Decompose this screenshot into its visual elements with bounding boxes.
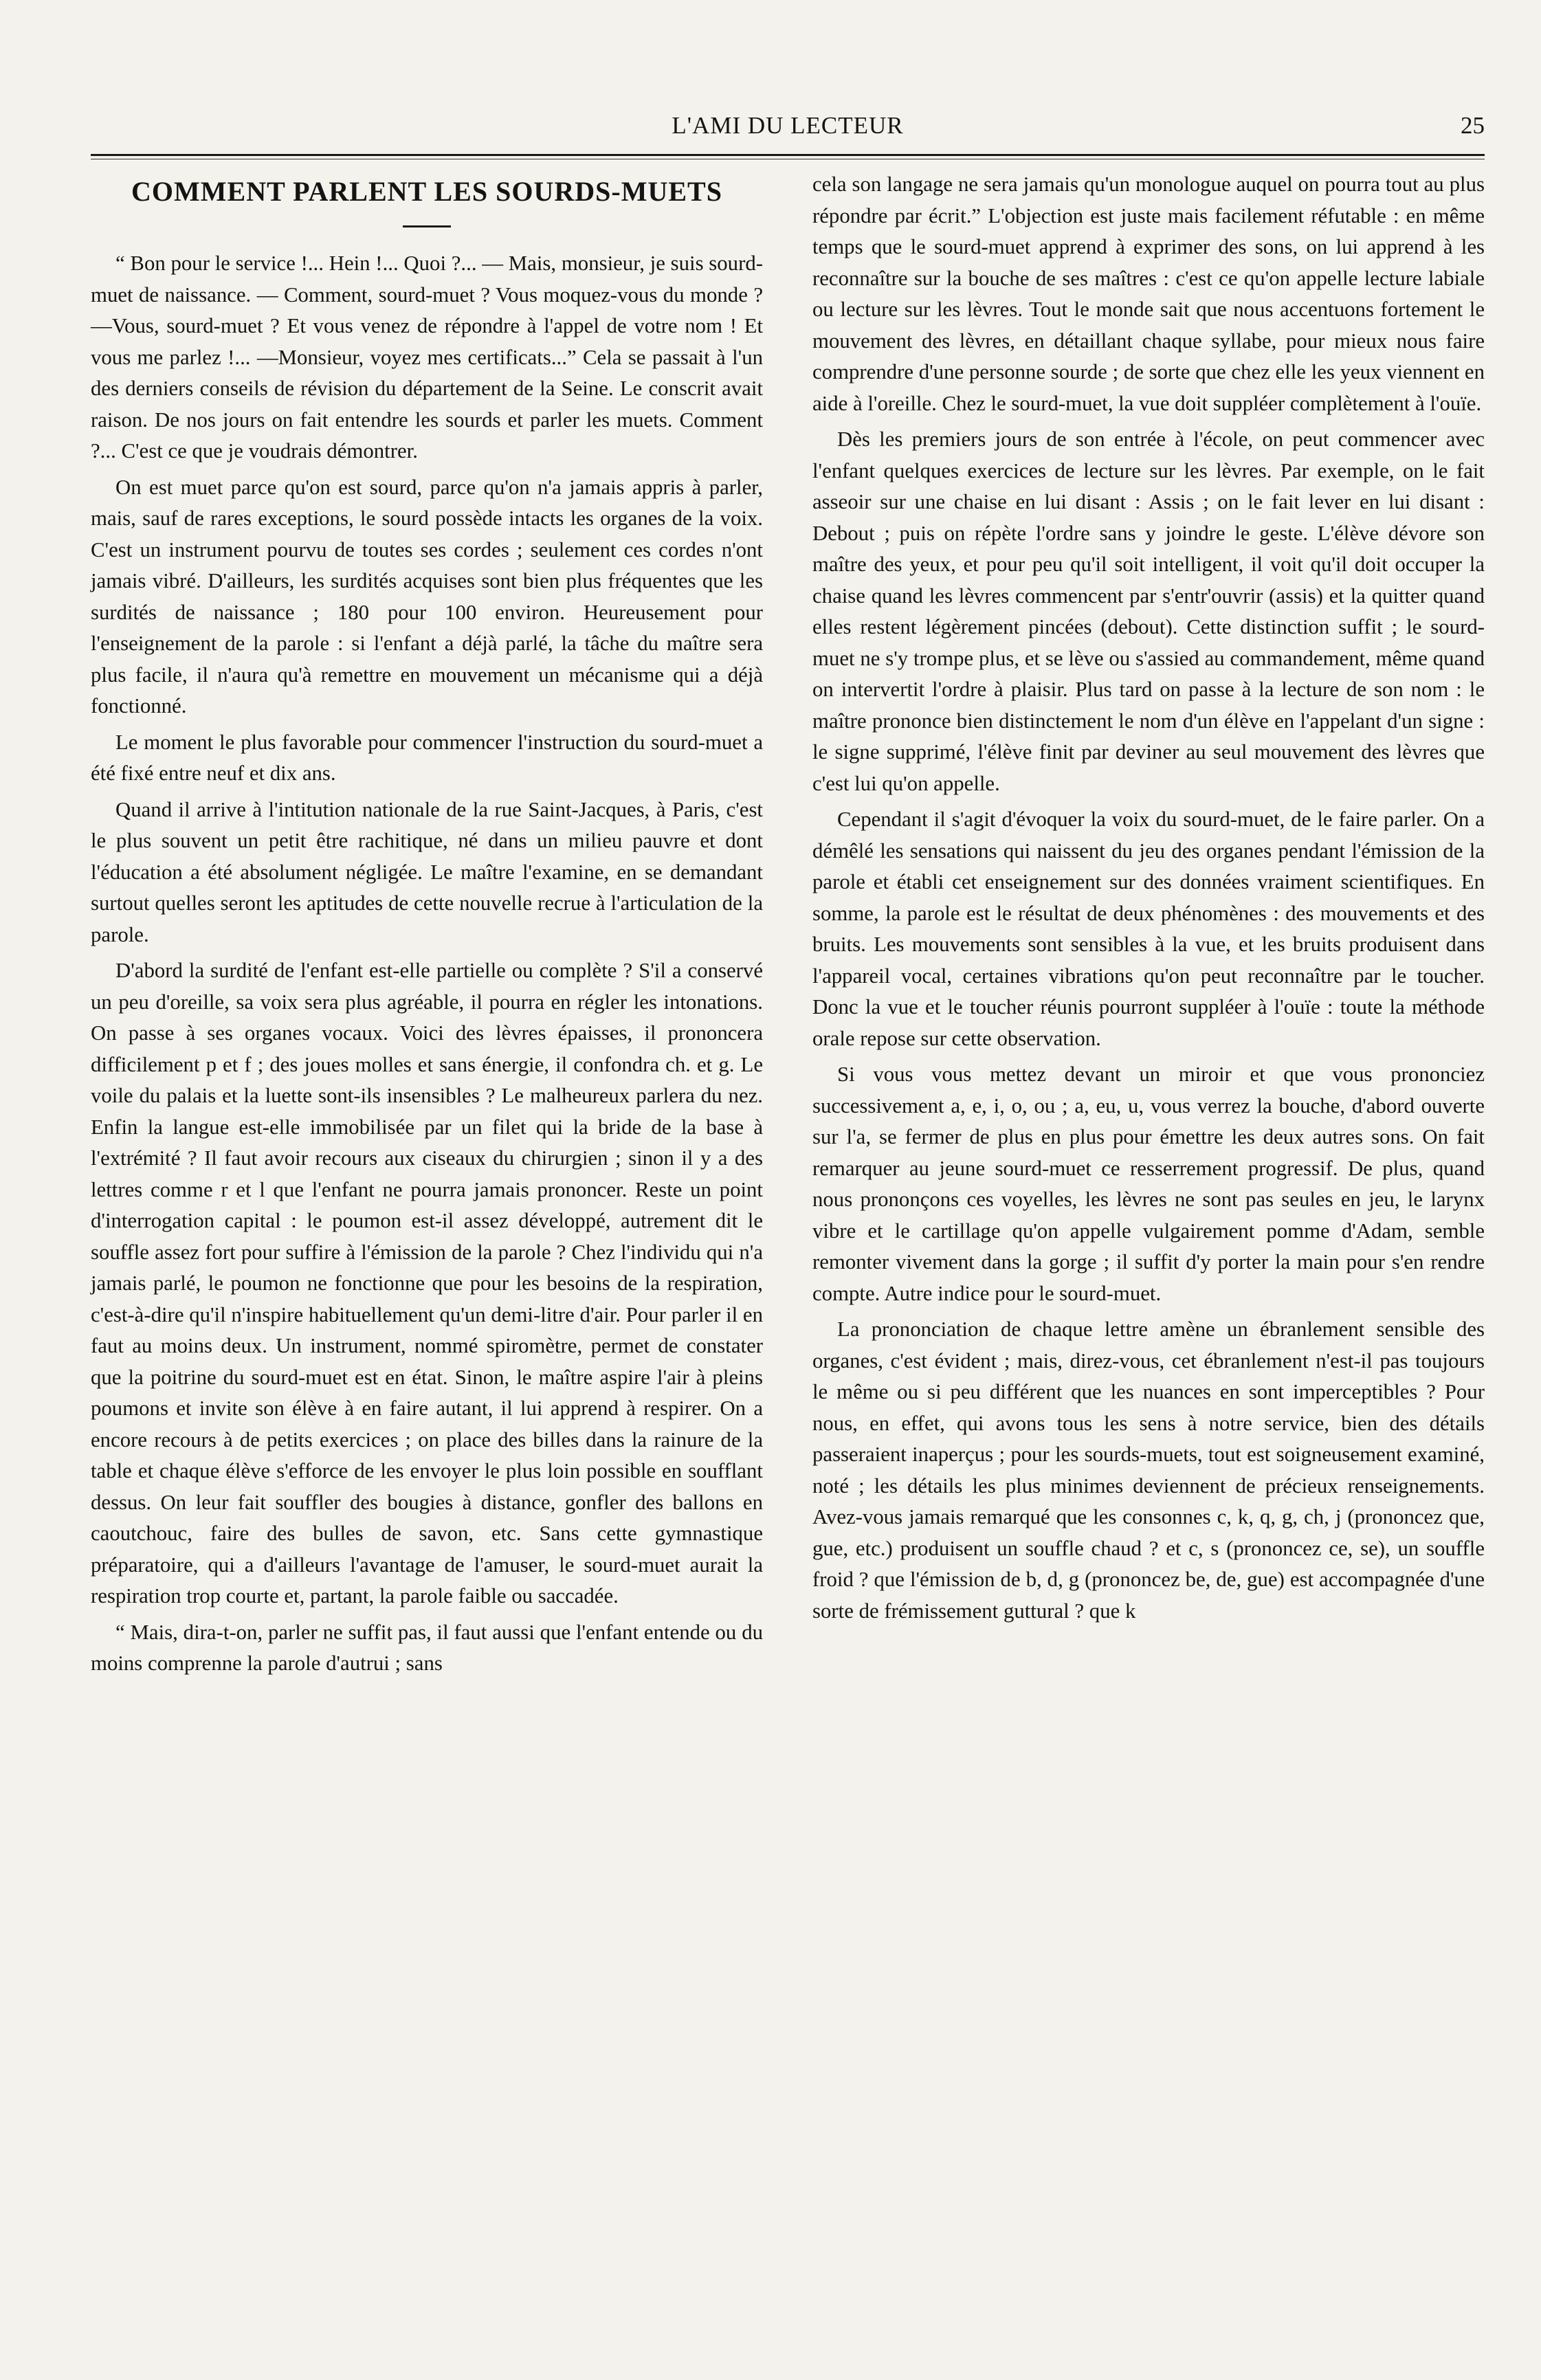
paragraph: “ Mais, dira-t-on, parler ne suffit pas, il faut aussi que l'enfant entende ou du moins comprenne la parole d'autrui ; sans	[91, 1620, 763, 1675]
paragraph: D'abord la surdité de l'enfant est-elle partielle ou complète ? S'il a conservé un peu d'oreille, sa voix sera plus agréable, il pourra en régler les intonations. On passe à ses organes vocaux. Voici des lèvres épaisses, il prononcera difficilement p et f ; des joues molles et sans énergie, il confondra ch. et g. Le voile du palais et la luette sont-ils insensibles ? Le malheureux parlera du nez. Enfin la langue est-elle immobilisée par un filet qui la bride de la base à l'extrémité ? Il faut avoir recours aux ciseaux du chirurgien ; sinon il y a des lettres comme r et l que l'enfant ne pourra jamais prononcer. Reste un point d'interrogation capital : le poumon est-il assez développé, autrement dit le souffle assez fort pour suffire à l'émission de la parole ? Chez l'individu qui n'a jamais parlé, le poumon ne fonctionne que pour les besoins de la respiration, c'est-à-dire qu'il n'inspire habituellement qu'un demi-litre d'air. Pour parler il en faut au moins deux. Un instrument, nommé spiromètre, permet de constater que la poitrine du sourd-muet est en état. Sinon, le maître aspire l'air à pleins poumons et invite son élève à en faire autant, il lui apprend à respirer. On a encore recours à de petits exercices ; on place des billes dans la rainure de la table et chaque élève s'efforce de les envoyer le plus loin possible en soufflant dessus. On leur fait souffler des bougies à distance, gonfler des ballons en caoutchouc, faire des bulles de savon, etc. Sans cette gymnastique préparatoire, qui a d'ailleurs l'avantage de l'amuser, le sourd-muet aurait la respiration trop courte et, partant, la parole faible ou saccadée.	[91, 959, 763, 1608]
paragraph: Le moment le plus favorable pour commencer l'instruction du sourd-muet a été fixé entre neuf et dix ans.	[91, 730, 763, 785]
text-columns	[91, 169, 1485, 1684]
newspaper-page	[91, 102, 1485, 2335]
right-column	[812, 169, 1485, 1684]
page-number: 25	[1461, 112, 1485, 139]
paragraph: “ Bon pour le service !... Hein !... Quoi ?... — Mais, monsieur, je suis sourd-muet de naissance. — Comment, sourd-muet ? Vous moquez-vous du monde ?—Vous, sourd-muet ? Et vous venez de répondre à l'appel de votre nom ! Et vous me parlez !... —Monsieur, voyez mes certificats...” Cela se passait à l'un des derniers conseils de révision du département de la Seine. Le conscrit avait raison. De nos jours on fait entendre les sourds et parler les muets. Comment ?... C'est ce que je voudrais démontrer.	[91, 252, 763, 463]
paragraph: La prononciation de chaque lettre amène un ébranlement sensible des organes, c'est évident ; mais, direz-vous, cet ébranlement n'est-il pas toujours le même ou si peu différent que les nuances en sont imperceptibles ? Pour nous, en effet, qui avons tous les sens à notre service, bien des détails passeraient inaperçus ; pour les sourds-muets, tout est soigneusement examiné, noté ; les détails les plus minimes deviennent de précieux renseignements. Avez-vous jamais remarqué que les consonnes c, k, q, g, ch, j (prononcez que, gue, etc.) produisent un souffle chaud ? et c, s (prononcez ce, se), un souffle froid ? que l'émission de b, d, g (prononcez be, de, gue) est accompagnée d'une sorte de frémissement guttural ? que k	[812, 1317, 1485, 1623]
left-column	[91, 169, 763, 1684]
paragraph: Quand il arrive à l'intitution nationale de la rue Saint-Jacques, à Paris, c'est le plus souvent un petit être rachitique, né dans un milieu pauvre et dont l'éducation a été absolument négligée. Le maître l'examine, en se demandant surtout quelles seront les aptitudes de cette nouvelle recrue à l'articulation de la parole.	[91, 797, 763, 946]
paragraph: Cependant il s'agit d'évoquer la voix du sourd-muet, de le faire parler. On a démêlé les sensations qui naissent du jeu des organes pendant l'émission de la parole et établi cet enseignement sur des données vraiment scientifiques. En somme, la parole est le résultat de deux phénomènes : des mouvements et des bruits. Les mouvements sont sensibles à la vue, et les bruits produisent dans l'appareil vocal, certaines vibrations qu'on peut reconnaître par le toucher. Donc la vue et le toucher réunis pourront suppléer à l'ouïe : toute la méthode orale repose sur cette observation.	[812, 808, 1485, 1050]
page-header	[91, 102, 1485, 150]
running-title: L'AMI DU LECTEUR	[672, 112, 904, 139]
paragraph: Dès les premiers jours de son entrée à l'école, on peut commencer avec l'enfant quelques exercices de lecture sur les lèvres. Par exemple, on le fait asseoir sur une chaise en lui disant : Assis ; on le fait lever en lui disant : Debout ; puis on répète l'ordre sans y joindre le geste. L'élève dévore son maître des yeux, et pour peu qu'il soit intelligent, il voit qu'il doit occuper la chaise quand les lèvres commencent par s'entr'ouvrir (assis) et la quitter quand elles restent légèrement pincées (debout). Cette distinction suffit ; le sourd-muet ne s'y trompe plus, et se lève ou s'assied au commandement, même quand on intervertit l'ordre à plaisir. Plus tard on passe à la lecture de son nom : le maître prononce bien distinctement le nom d'un élève en l'appelant d'un signe : le signe supprimé, l'élève finit par deviner au seul mouvement des lèvres que c'est lui qu'on appelle.	[812, 427, 1485, 795]
header-rule	[91, 154, 1485, 156]
article-title: COMMENT PARLENT LES SOURDS-MUETS	[131, 176, 722, 207]
title-rule	[403, 225, 451, 227]
paragraph-continuation: cela son langage ne sera jamais qu'un monologue auquel on pourra tout au plus répondre par écrit.” L'objection est juste mais facilement réfutable : en même temps que le sourd-muet apprend à exprimer des sons, on lui apprend à les reconnaître sur la bouche de ses maîtres : c'est ce qu'on appelle lecture labiale ou lecture sur les lèvres. Tout le monde sait que nous accentuons fortement le mouvement des lèvres, en détaillant chaque syllabe, pour mieux nous faire comprendre d'une personne sourde ; de sorte que chez elle les yeux viennent en aide à l'oreille. Chez le sourd-muet, la vue doit suppléer complètement à l'ouïe.	[812, 173, 1485, 415]
paragraph: Si vous vous mettez devant un miroir et que vous prononciez successivement a, e, i, o, ou ; a, eu, u, vous verrez la bouche, d'abord ouverte sur l'a, se fermer de plus en plus pour émettre les deux autres sons. On fait remarquer au jeune sourd-muet ce resserrement progressif. De plus, quand nous prononçons ces voyelles, les lèvres ne sont pas seules en jeu, le larynx vibre et le cartillage qu'on appelle vulgairement pomme d'Adam, semble remonter vivement dans la gorge ; il suffit d'y porter la main pour s'en rendre compte. Autre indice pour le sourd-muet.	[812, 1063, 1485, 1305]
paragraph: On est muet parce qu'on est sourd, parce qu'on n'a jamais appris à parler, mais, sauf de rares exceptions, le sourd possède intacts les organes de la voix. C'est un instrument pourvu de toutes ses cordes ; seulement ces cordes n'ont jamais vibré. D'ailleurs, les surdités acquises sont bien plus fréquentes que les surdités de naissance ; 180 pour 100 environ. Heureusement pour l'enseignement de la parole : si l'enfant a déjà parlé, la tâche du maître sera plus facile, il n'aura qu'à remettre en mouvement un mécanisme qui a déjà fonctionné.	[91, 475, 763, 718]
